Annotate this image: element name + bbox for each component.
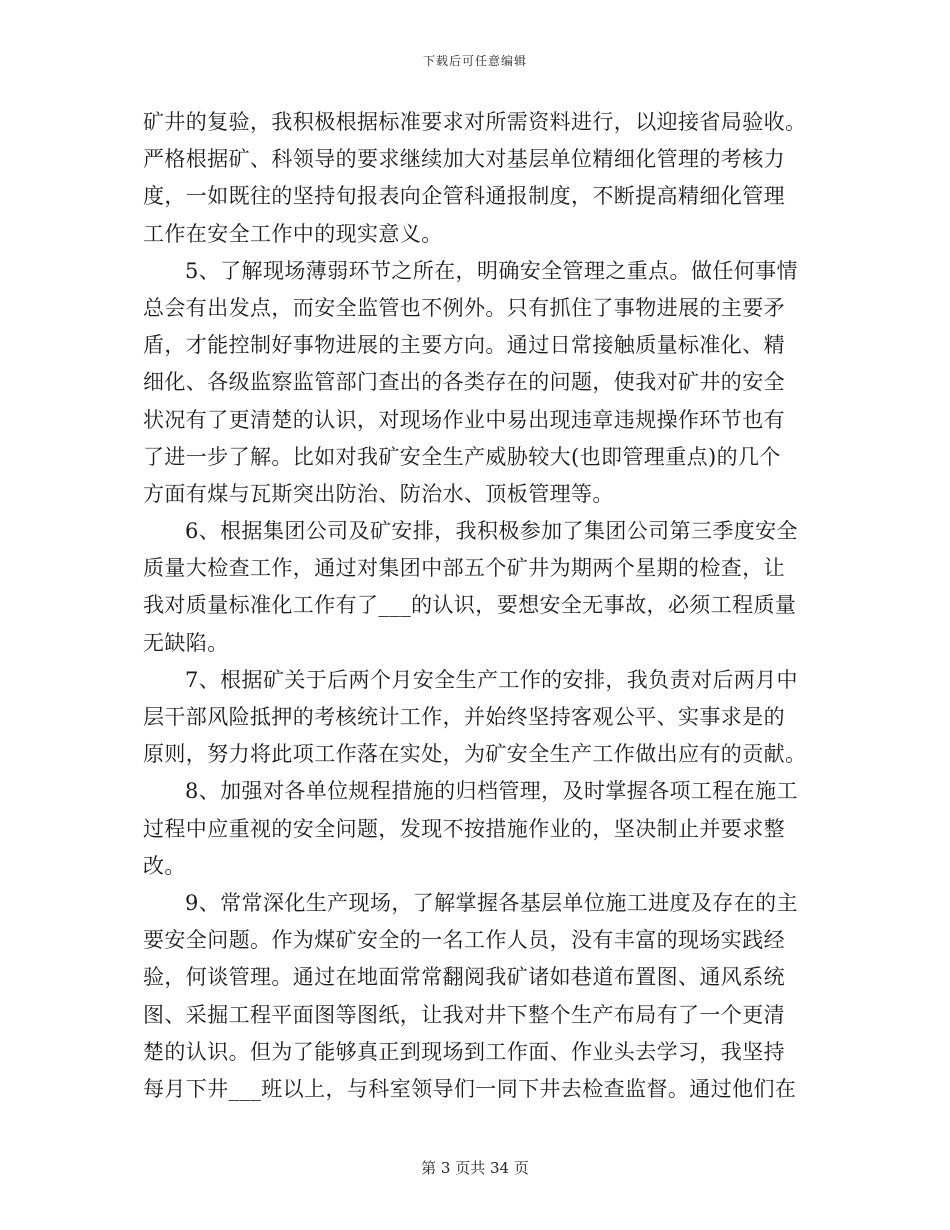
text-line: 验，何谈管理。通过在地面常常翻阅我矿诸如巷道布置图、通风系统 <box>143 965 785 990</box>
text-line-wrap <box>143 513 803 550</box>
text-line: 楚的认识。但为了能够真正到现场到工作面、作业头去学习，我坚持 <box>143 1039 785 1064</box>
text-line: 过程中应重视的安全问题，发现不按措施作业的，坚决制止并要求整 <box>143 816 785 841</box>
text-line: 方面有煤与瓦斯突出防治、防治水、顶板管理等。 <box>143 481 614 506</box>
text-line: 工作在安全工作中的现实意义。 <box>143 221 443 246</box>
text-line: 质量大检查工作，通过对集团中部五个矿井为期两个星期的检查，让 <box>143 556 785 581</box>
text-line: 细化、各级监察监管部门查出的各类存在的问题，使我对矿井的安全 <box>143 370 785 395</box>
text-line: 状况有了更清楚的认识，对现场作业中易出现违章违规操作环节也有 <box>143 407 785 432</box>
text-line: 了进一步了解。比如对我矿安全生产威胁较大(也即管理重点)的几个 <box>143 444 781 469</box>
text-line: 6、根据集团公司及矿安排，我积极参加了集团公司第三季度安全 <box>185 519 798 544</box>
document-body <box>143 104 807 1108</box>
text-line: 无缺陷。 <box>143 630 229 655</box>
text-line: 盾，才能控制好事物进展的主要方向。通过日常接触质量标准化、精 <box>143 333 785 358</box>
page-header: 下载后可任意编辑 <box>422 54 527 68</box>
text-line: 8、加强对各单位规程措施的归档管理，及时掌握各项工程在施工 <box>185 779 798 804</box>
paragraph-item-5 <box>143 253 803 513</box>
text-line: 总会有出发点，而安全监管也不例外。只有抓住了事物进展的主要矛 <box>143 295 785 320</box>
text-line: 每月下井___班以上，与科室领导们一同下井去检查监督。通过他们在 <box>143 1076 797 1101</box>
paragraph-item-8 <box>143 773 803 885</box>
paragraph-item-6 <box>143 513 803 662</box>
text-line: 要安全问题。作为煤矿安全的一名工作人员，没有丰富的现场实践经 <box>143 928 785 953</box>
text-line: 层干部风险抵押的考核统计工作，并始终坚持客观公平、实事求是的 <box>143 705 785 729</box>
page-number: 第 3 页共 34 页 <box>421 1159 529 1177</box>
text-line-wrap <box>143 885 803 922</box>
text-line: 9、常常深化生产现场，了解掌握各基层单位施工进度及存在的主 <box>185 890 798 915</box>
text-line: 图、采掘工程平面图等图纸，让我对井下整个生产布局有了一个更清 <box>143 1002 785 1027</box>
paragraph <box>143 104 807 253</box>
text-line: 7、根据矿关于后两个月安全生产工作的安排，我负责对后两月中 <box>185 667 798 692</box>
text-line: 改。 <box>143 853 186 878</box>
text-line: 原则，努力将此项工作落在实处，为矿安全生产工作做出应有的贡献。 <box>143 742 807 767</box>
text-line-wrap <box>143 773 803 810</box>
text-line-wrap <box>143 662 803 699</box>
paragraph-item-7 <box>143 662 807 774</box>
paragraph-item-9 <box>143 885 803 1108</box>
text-line: 我对质量标准化工作有了___的认识，要想安全无事故，必须工程质量 <box>143 593 797 618</box>
text-line: 5、了解现场薄弱环节之所在，明确安全管理之重点。做任何事情 <box>185 258 798 283</box>
text-line: 严格根据矿、科领导的要求继续加大对基层单位精细化管理的考核力 <box>143 147 785 172</box>
text-line: 度，一如既往的坚持旬报表向企管科通报制度，不断提高精细化管理 <box>143 184 785 209</box>
text-line: 矿井的复验，我积极根据标准要求对所需资料进行，以迎接省局验收。 <box>143 110 807 134</box>
text-line-wrap <box>143 253 803 290</box>
